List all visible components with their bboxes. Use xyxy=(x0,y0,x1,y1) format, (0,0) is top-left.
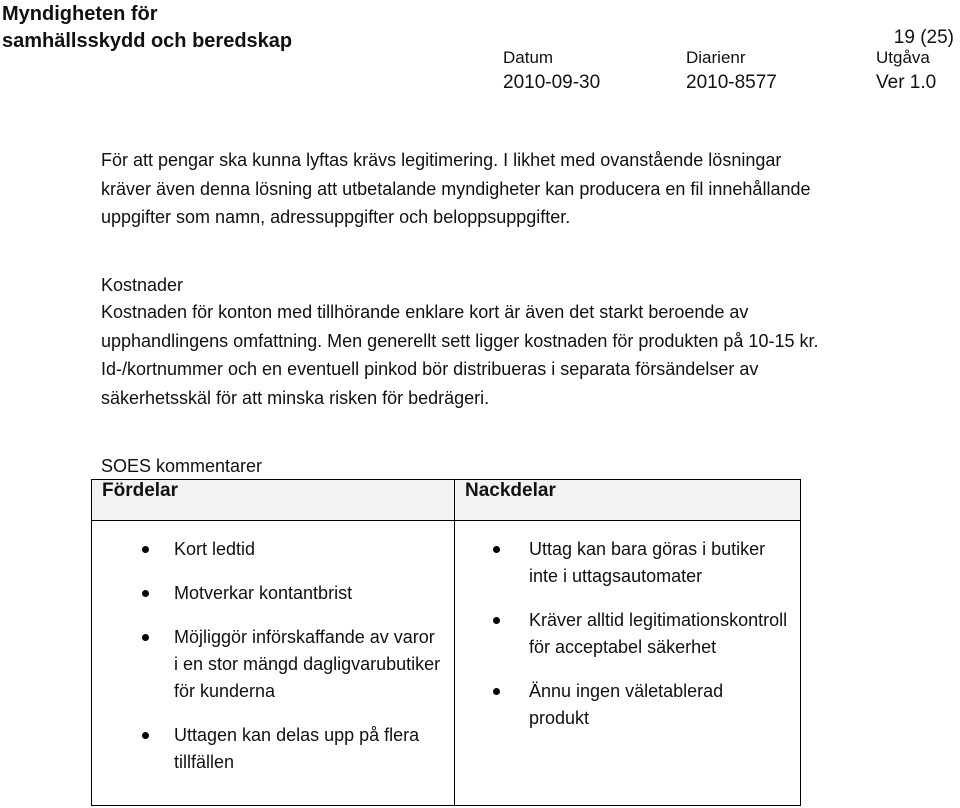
diarienr-value: 2010-8577 xyxy=(686,72,777,93)
list-item: Ännu ingen väletablerad produkt xyxy=(455,678,800,732)
advantages-list xyxy=(92,521,454,776)
paragraph-costs: Kostnaden för konton med tillhörande enklare kort är även det starkt beroende av upphandlingens omfattning. Men generellt sett ligger kostnaden för produkten på 10-15 kr. Id-/kortnummer och en eventuell pinkod bör distribueras i separata försändelser av säkerhetsskäl för att minska risken för bedrägeri. xyxy=(101,302,819,408)
list-item: Möjliggör införskaffande av varor i en stor mängd dagligvarubutiker för kunderna xyxy=(92,624,454,705)
diarienr-label: Diarienr xyxy=(686,48,746,67)
date-label: Datum xyxy=(503,48,554,67)
list-item: Kort ledtid xyxy=(92,536,454,563)
advantages-cell xyxy=(92,521,455,806)
version-value: Ver 1.0 xyxy=(876,72,937,93)
list-item: Uttag kan bara göras i butiker inte i uttagsautomater xyxy=(455,536,800,590)
disadvantages-header: Nackdelar xyxy=(455,480,801,521)
disadvantages-cell xyxy=(455,521,801,806)
organization-name xyxy=(2,1,292,55)
table-header-row xyxy=(92,480,801,521)
heading-costs: Kostnader xyxy=(101,275,184,295)
page-number: 19 (25) xyxy=(893,27,954,48)
list-item: Motverkar kontantbrist xyxy=(92,580,454,607)
advantages-header: Fördelar xyxy=(92,480,455,521)
version-label: Utgåva xyxy=(876,48,930,67)
pros-cons-table xyxy=(91,479,801,806)
heading-comments: SOES kommentarer xyxy=(101,456,263,476)
disadvantages-list xyxy=(455,521,800,732)
organization-name-line2: samhällsskydd och beredskap xyxy=(2,30,293,52)
table-row xyxy=(92,521,801,806)
paragraph-legitimation: För att pengar ska kunna lyftas krävs legitimering. I likhet med ovanstående lösningar kräver även denna lösning att utbetalande myndigheter kan producera en fil innehållande uppgifter som namn, adressuppgifter och beloppsuppgifter. xyxy=(101,150,811,227)
list-item: Uttagen kan delas upp på flera tillfällen xyxy=(92,722,454,776)
organization-name-line1: Myndigheten för xyxy=(2,3,158,25)
list-item: Kräver alltid legitimationskontroll för acceptabel säkerhet xyxy=(455,607,800,661)
date-value: 2010-09-30 xyxy=(503,72,601,93)
